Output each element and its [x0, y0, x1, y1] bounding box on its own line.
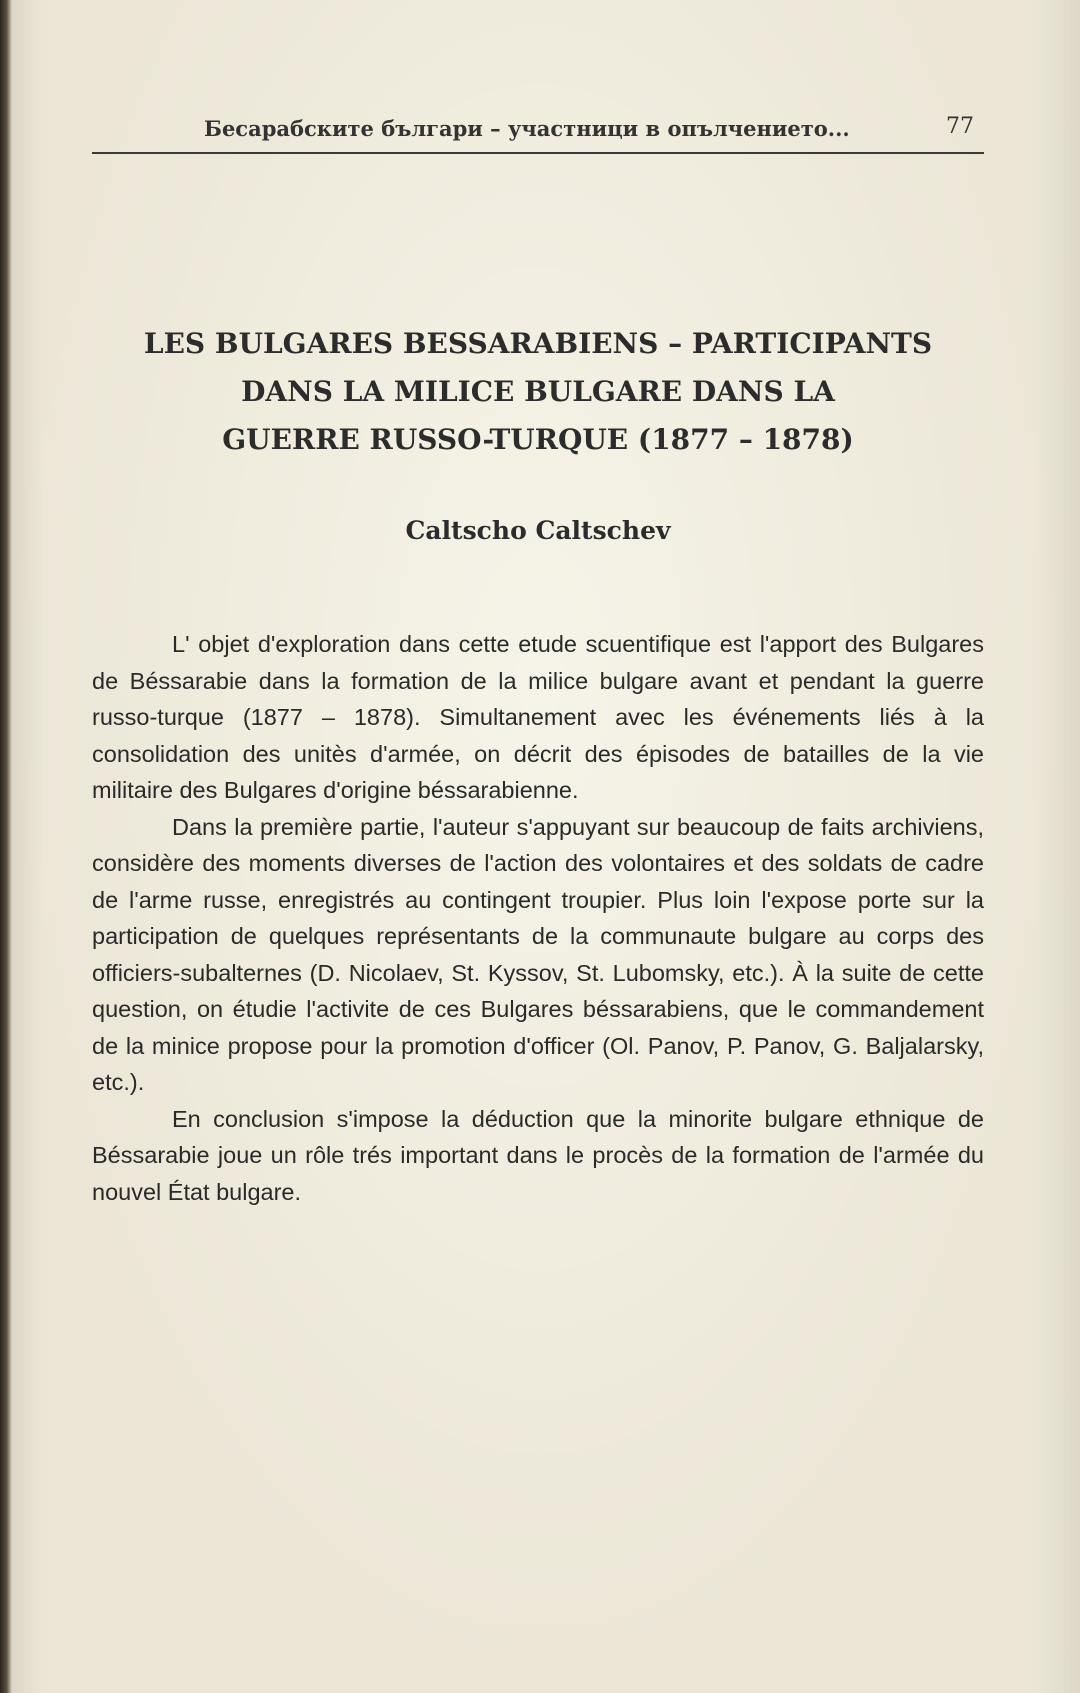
article-title-line-2: DANS LA MILICE BULGARE DANS LA — [241, 375, 835, 408]
page-number: 77 — [946, 114, 974, 139]
article-author: Caltscho Caltschev — [405, 516, 671, 545]
abstract-paragraph-2: Dans la première partie, l'auteur s'appuyant sur beaucoup de faits archiviens, considère des moments diverses de l'action des volontaires et des soldats de cadre de l'arme russe, enregistrés au contingent troupier. Plus loin l'expose porte sur la participation de quelques représentants de la communaute bulgare au corps des officiers-subalternes (D. Nicolaev, St. Kyssov, St. Lubomsky, etc.). À la suite de cette question, on étudie l'activite de ces Bulgares béssarabiens, que le commandement de la minice propose pour la promotion d'officer (Ol. Panov, P. Panov, G. Baljalarsky, etc.). — [92, 813, 984, 1095]
abstract-paragraph-1: L' objet d'exploration dans cette etude scuentifique est l'apport des Bulgares de Béssarabie dans la formation de la milice bulgare avant et pendant la guerre russo-turque (1877 – 1878). Simultanement avec les événements liés à la consolidation des unitès d'armée, on décrit des épisodes de batailles de la vie militaire des Bulgares d'origine béssarabienne. — [92, 631, 984, 803]
abstract-paragraph-3: En conclusion s'impose la déduction que la minorite bulgare ethnique de Béssarabie joue un rôle trés important dans le procès de la formation de l'armée du nouvel État bulgare. — [92, 1105, 984, 1205]
article-title — [92, 320, 984, 464]
running-title: Бесарабските българи – участници в опълчението... — [204, 116, 850, 141]
running-header — [92, 108, 984, 154]
page-binding-edge — [0, 0, 12, 1693]
abstract-body — [92, 626, 984, 1210]
article-title-line-3: GUERRE RUSSO-TURQUE (1877 – 1878) — [222, 423, 854, 456]
article-title-line-1: LES BULGARES BESSARABIENS – PARTICIPANTS — [143, 327, 933, 360]
